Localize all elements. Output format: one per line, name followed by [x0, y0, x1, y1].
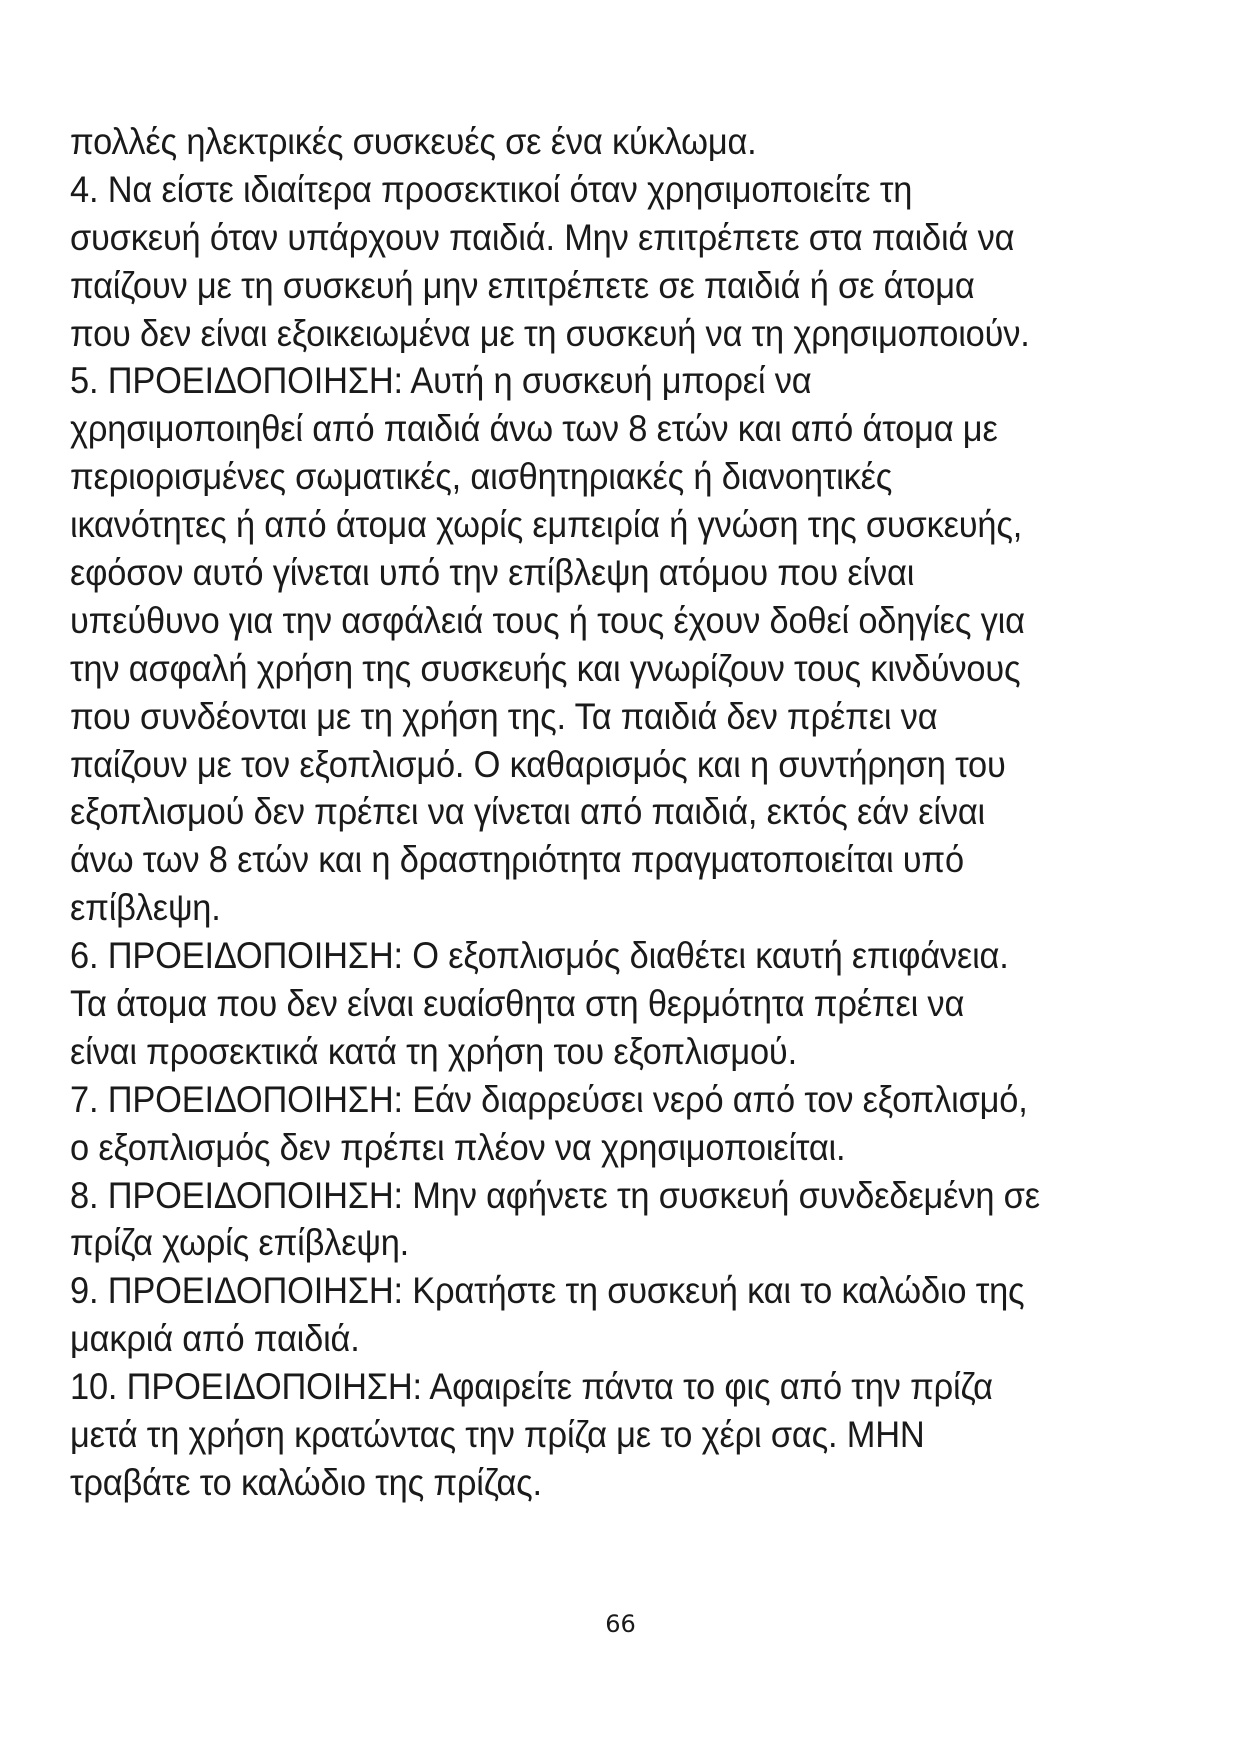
text-line: Τα άτομα που δεν είναι ευαίσθητα στη θερμότητα πρέπει να: [70, 983, 965, 1025]
text-line: 8. ΠΡΟΕΙΔΟΠΟΙΗΣΗ: Μην αφήνετε τη συσκευή συνδεδεμένη σε: [70, 1174, 1040, 1216]
text-line: μετά τη χρήση κρατώντας την πρίζα με το χέρι σας. ΜΗΝ: [70, 1414, 925, 1456]
text-line: τραβάτε το καλώδιο της πρίζας.: [70, 1461, 542, 1503]
text-line: την ασφαλή χρήση της συσκευής και γνωρίζουν τους κινδύνους: [70, 647, 1021, 689]
text-line: είναι προσεκτικά κατά τη χρήση του εξοπλισμού.: [70, 1030, 797, 1072]
text-line: ο εξοπλισμός δεν πρέπει πλέον να χρησιμοποιείται.: [70, 1126, 846, 1168]
text-line: 4. Να είστε ιδιαίτερα προσεκτικοί όταν χρησιμοποιείτε τη: [70, 168, 913, 210]
text-line: υπεύθυνο για την ασφάλειά τους ή τους έχουν δοθεί οδηγίες για: [70, 599, 1025, 641]
text-line: 10. ΠΡΟΕΙΔΟΠΟΙΗΣΗ: Αφαιρείτε πάντα το φις από την πρίζα: [70, 1366, 993, 1408]
text-line: 5. ΠΡΟΕΙΔΟΠΟΙΗΣΗ: Αυτή η συσκευή μπορεί να: [70, 360, 812, 402]
text-line: εξοπλισμού δεν πρέπει να γίνεται από παιδιά, εκτός εάν είναι: [70, 791, 986, 833]
text-line: χρησιμοποιηθεί από παιδιά άνω των 8 ετών και από άτομα με: [70, 408, 998, 450]
safety-instructions-text: [70, 118, 1102, 1507]
text-line: επίβλεψη.: [70, 887, 221, 929]
text-line: παίζουν με τη συσκευή μην επιτρέπετε σε παιδιά ή σε άτομα: [70, 264, 975, 306]
text-line: πολλές ηλεκτρικές συσκευές σε ένα κύκλωμα.: [70, 121, 757, 162]
text-line: εφόσον αυτό γίνεται υπό την επίβλεψη ατόμου που είναι: [70, 552, 915, 594]
text-line: περιορισμένες σωματικές, αισθητηριακές ή διανοητικές: [70, 456, 893, 498]
text-line: που συνδέονται με τη χρήση της. Τα παιδιά δεν πρέπει να: [70, 695, 938, 737]
text-line: άνω των 8 ετών και η δραστηριότητα πραγματοποιείται υπό: [70, 839, 964, 881]
text-line: ικανότητες ή από άτομα χωρίς εμπειρία ή γνώση της συσκευής,: [70, 504, 1023, 546]
text-line: συσκευή όταν υπάρχουν παιδιά. Μην επιτρέπετε στα παιδιά να: [70, 216, 1015, 258]
text-line: πρίζα χωρίς επίβλεψη.: [70, 1222, 410, 1264]
text-line: 6. ΠΡΟΕΙΔΟΠΟΙΗΣΗ: Ο εξοπλισμός διαθέτει καυτή επιφάνεια.: [70, 935, 1009, 977]
text-line: 9. ΠΡΟΕΙΔΟΠΟΙΗΣΗ: Κρατήστε τη συσκευή και το καλώδιο της: [70, 1270, 1025, 1312]
text-line: παίζουν με τον εξοπλισμό. Ο καθαρισμός και η συντήρηση του: [70, 743, 1006, 785]
text-line: που δεν είναι εξοικειωμένα με τη συσκευή να τη χρησιμοποιούν.: [70, 312, 1030, 354]
text-line: μακριά από παιδιά.: [70, 1318, 360, 1360]
page-number: 66: [605, 1610, 636, 1638]
text-line: 7. ΠΡΟΕΙΔΟΠΟΙΗΣΗ: Εάν διαρρεύσει νερό από τον εξοπλισμό,: [70, 1078, 1028, 1120]
